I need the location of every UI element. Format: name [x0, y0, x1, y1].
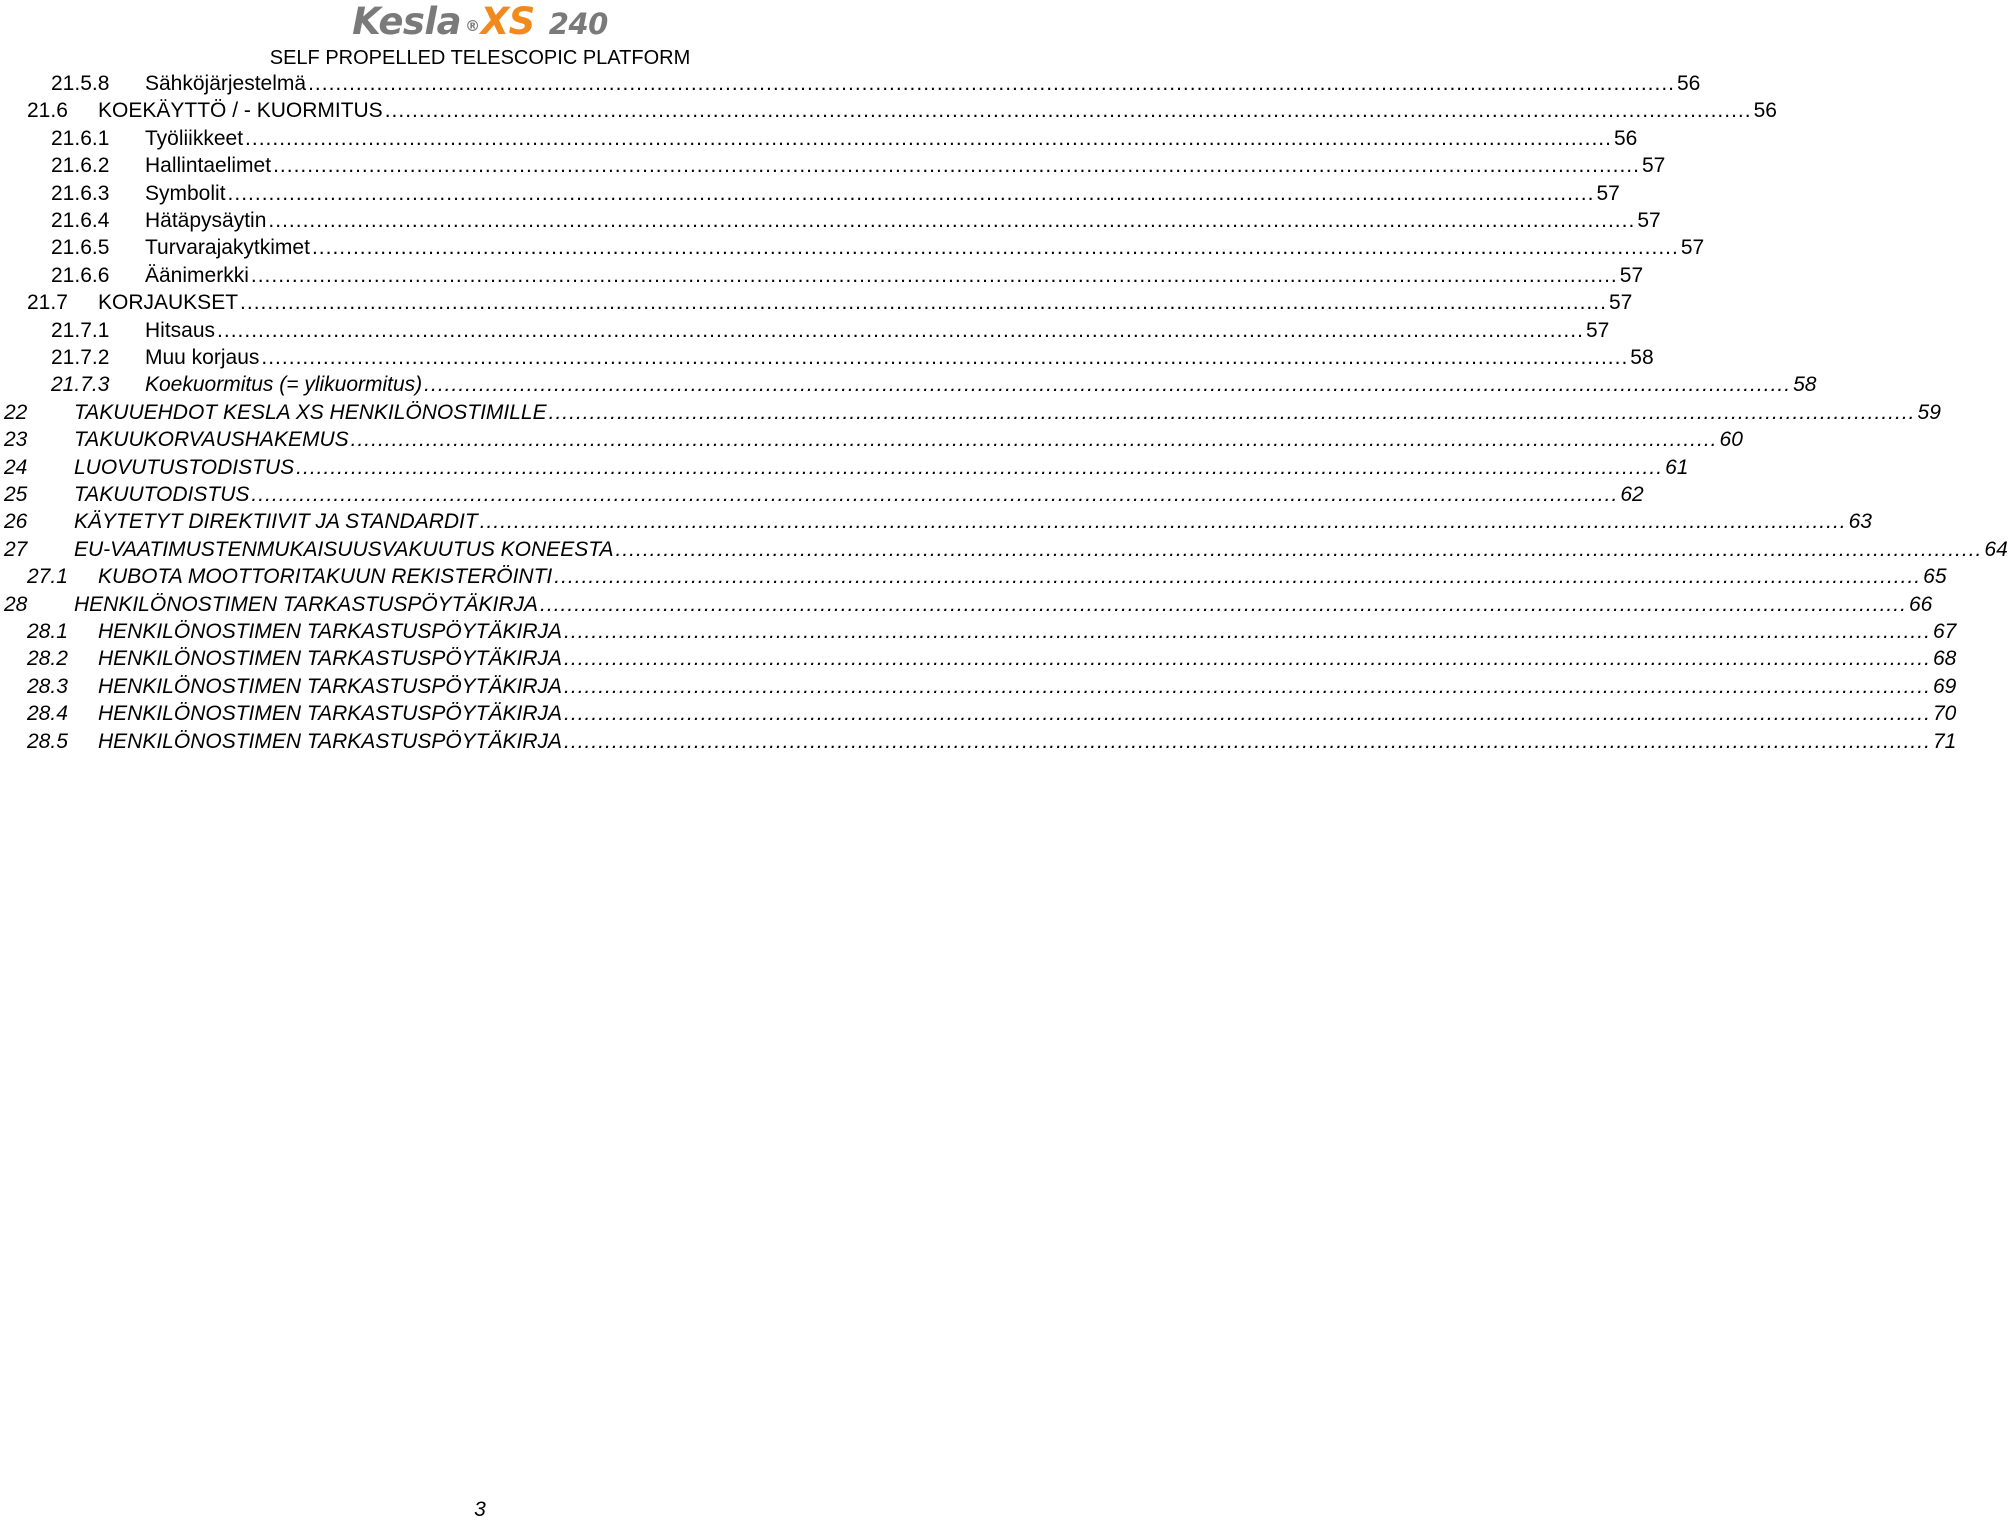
logo-product-text: XS	[480, 0, 535, 43]
toc-entry-title: KORJAUKSET	[98, 291, 239, 315]
toc-entry[interactable]	[0, 97, 1777, 124]
toc-dot-leader: ........................................................................................................................................................................................................	[540, 592, 1907, 616]
toc-entry-page: 68	[1932, 647, 1957, 671]
toc-entry-title: KUBOTA MOOTTORITAKUUN REKISTERÖINTI	[98, 565, 553, 589]
toc-dot-leader: ........................................................................................................................................................................................................	[227, 181, 1595, 205]
toc-entry-title: KOEKÄYTTÖ / - KUORMITUS	[98, 99, 383, 123]
toc-entry-page: 63	[1848, 510, 1872, 534]
toc-entry-title: Muu korjaus	[145, 346, 260, 369]
toc-dot-leader: ........................................................................................................................................................................................................	[240, 291, 1607, 315]
toc-entry-number: 21.7.2	[51, 346, 110, 369]
toc-entry[interactable]	[0, 673, 1957, 700]
toc-entry-title: Hätäpysäytin	[145, 209, 267, 232]
toc-entry[interactable]	[0, 454, 1689, 481]
toc-entry-title: LUOVUTUSTODISTUS	[74, 455, 295, 479]
toc-entry-title: HENKILÖNOSTIMEN TARKASTUSPÖYTÄKIRJA	[98, 620, 563, 643]
toc-entry-number: 27.1	[27, 565, 68, 589]
toc-entry[interactable]	[0, 234, 1705, 261]
toc-dot-leader: ........................................................................................................................................................................................................	[296, 455, 1664, 479]
toc-entry[interactable]	[0, 536, 2008, 563]
toc-entry-page: 69	[1932, 674, 1957, 698]
toc-entry-number: 21.7.3	[51, 373, 110, 397]
toc-dot-leader: ........................................................................................................................................................................................................	[217, 318, 1584, 342]
toc-dot-leader: ........................................................................................................................................................................................................	[261, 346, 1629, 369]
logo-brand-text: Kesla	[352, 0, 462, 43]
toc-dot-leader: ........................................................................................................................................................................................................	[268, 209, 1636, 232]
toc-entry-page: 65	[1923, 565, 1947, 589]
toc-entry[interactable]	[0, 207, 1661, 234]
toc-entry-title: Äänimerkki	[145, 263, 249, 287]
toc-entry-number: 28.1	[27, 620, 68, 643]
toc-dot-leader: ........................................................................................................................................................................................................	[564, 674, 1931, 698]
toc-entry-page: 58	[1630, 346, 1654, 369]
toc-entry-title: TAKUUTODISTUS	[74, 483, 250, 506]
toc-dot-leader: ........................................................................................................................................................................................................	[564, 647, 1931, 671]
toc-entry[interactable]	[0, 317, 1610, 344]
toc-entry-title: HENKILÖNOSTIMEN TARKASTUSPÖYTÄKIRJA	[98, 702, 563, 726]
logo-model-text: 240	[548, 7, 608, 41]
toc-entry[interactable]	[0, 125, 1638, 152]
toc-entry[interactable]	[0, 399, 1941, 426]
toc-entry-page: 71	[1932, 729, 1957, 753]
toc-entry[interactable]	[0, 728, 1957, 755]
toc-entry-number: 28.5	[27, 729, 68, 753]
toc-dot-leader: ........................................................................................................................................................................................................	[384, 99, 1752, 123]
toc-entry-title: EU-VAATIMUSTENMUKAISUUSVAKUUTUS KONEESTA	[74, 537, 614, 561]
toc-entry[interactable]	[0, 508, 1872, 535]
toc-entry-title: Työliikkeet	[145, 126, 244, 150]
toc-entry[interactable]	[0, 481, 1644, 508]
toc-entry-number: 28.3	[27, 674, 68, 698]
toc-entry-page: 57	[1608, 291, 1633, 315]
toc-entry[interactable]	[0, 700, 1957, 727]
toc-entry-number: 21.7	[27, 291, 68, 315]
page-header	[0, 0, 960, 70]
toc-entry-number: 22	[4, 400, 28, 424]
toc-entry-page: 57	[1596, 181, 1620, 205]
toc-entry-title: Hitsaus	[145, 318, 216, 342]
toc-entry-title: Koekuormitus (= ylikuormitus)	[145, 373, 423, 397]
toc-entry-title: Symbolit	[145, 181, 226, 205]
toc-entry-page: 64	[1984, 537, 2008, 561]
toc-entry[interactable]	[0, 262, 1644, 289]
toc-entry[interactable]	[0, 591, 1933, 618]
toc-dot-leader: ........................................................................................................................................................................................................	[554, 565, 1922, 589]
toc-dot-leader: ........................................................................................................................................................................................................	[245, 126, 1612, 150]
toc-entry-title: HENKILÖNOSTIMEN TARKASTUSPÖYTÄKIRJA	[98, 729, 563, 753]
toc-entry-title: TAKUUEHDOT KESLA XS HENKILÖNOSTIMILLE	[74, 400, 547, 424]
toc-dot-leader: ........................................................................................................................................................................................................	[564, 702, 1931, 726]
toc-entry-page: 57	[1585, 318, 1610, 342]
toc-entry-number: 21.6	[27, 99, 68, 123]
toc-entry-number: 28.4	[27, 702, 68, 726]
kesla-xs-logo	[0, 2, 960, 44]
toc-entry-number: 21.6.6	[51, 263, 110, 287]
toc-entry-title: HENKILÖNOSTIMEN TARKASTUSPÖYTÄKIRJA	[74, 592, 539, 616]
toc-dot-leader: ........................................................................................................................................................................................................	[424, 373, 1792, 397]
toc-entry-page: 57	[1641, 154, 1666, 178]
registered-mark: ®	[465, 17, 480, 35]
toc-entry-number: 28	[4, 592, 28, 616]
toc-dot-leader: ........................................................................................................................................................................................................	[311, 236, 1679, 260]
toc-entry-number: 21.6.2	[51, 154, 110, 178]
toc-entry-number: 23	[4, 428, 28, 452]
toc-entry[interactable]	[0, 426, 1743, 453]
toc-dot-leader: ........................................................................................................................................................................................................	[479, 510, 1847, 534]
toc-dot-leader: ........................................................................................................................................................................................................	[564, 620, 1931, 643]
toc-dot-leader: ........................................................................................................................................................................................................	[308, 72, 1675, 95]
toc-entry[interactable]	[0, 70, 1701, 97]
toc-entry-number: 24	[4, 455, 28, 479]
toc-entry-number: 21.7.1	[51, 318, 110, 342]
toc-entry-number: 21.5.8	[51, 72, 110, 95]
toc-entry-number: 21.6.5	[51, 236, 110, 260]
toc-entry-number: 28.2	[27, 647, 68, 671]
toc-dot-leader: ........................................................................................................................................................................................................	[548, 400, 1916, 424]
toc-entry-title: HENKILÖNOSTIMEN TARKASTUSPÖYTÄKIRJA	[98, 674, 563, 698]
toc-entry-title: Sähköjärjestelmä	[145, 72, 307, 95]
toc-entry[interactable]	[0, 344, 1654, 371]
toc-entry-page: 57	[1680, 236, 1705, 260]
toc-entry[interactable]	[0, 371, 1817, 398]
toc-entry-number: 21.6.1	[51, 126, 110, 150]
toc-entry[interactable]	[0, 645, 1957, 672]
toc-dot-leader: ........................................................................................................................................................................................................	[250, 263, 1618, 287]
toc-entry-page: 56	[1677, 72, 1701, 95]
toc-entry-number: 21.6.3	[51, 181, 110, 205]
toc-entry-title: KÄYTETYT DIREKTIIVIT JA STANDARDIT	[74, 510, 478, 534]
toc-entry-title: Hallintaelimet	[145, 154, 272, 178]
toc-entry-page: 57	[1637, 209, 1661, 232]
toc-entry[interactable]	[0, 289, 1633, 316]
toc-entry[interactable]	[0, 152, 1666, 179]
toc-entry-title: HENKILÖNOSTIMEN TARKASTUSPÖYTÄKIRJA	[98, 647, 563, 671]
toc-entry-number: 21.6.4	[51, 209, 110, 232]
toc-entry-number: 27	[4, 537, 28, 561]
toc-entry-number: 25	[4, 483, 28, 506]
toc-entry-page: 67	[1932, 620, 1957, 643]
toc-entry[interactable]	[0, 563, 1947, 590]
toc-dot-leader: ........................................................................................................................................................................................................	[615, 537, 1983, 561]
toc-entry-page: 59	[1917, 400, 1941, 424]
toc-entry[interactable]	[0, 618, 1957, 645]
toc-entry-page: 61	[1665, 455, 1689, 479]
toc-dot-leader: ........................................................................................................................................................................................................	[564, 729, 1931, 753]
toc-entry-page: 70	[1932, 702, 1957, 726]
toc-entry-page: 62	[1620, 483, 1644, 506]
toc-entry-page: 56	[1613, 126, 1638, 150]
toc-entry-number: 26	[4, 510, 28, 534]
toc-entry-page: 56	[1753, 99, 1777, 123]
toc-entry-page: 58	[1793, 373, 1817, 397]
toc-dot-leader: ........................................................................................................................................................................................................	[350, 428, 1718, 452]
toc-entry[interactable]	[0, 180, 1620, 207]
toc-dot-leader: ........................................................................................................................................................................................................	[251, 483, 1619, 506]
toc-entry-page: 60	[1719, 428, 1743, 452]
toc-entry-page: 66	[1908, 592, 1933, 616]
toc-dot-leader: ........................................................................................................................................................................................................	[273, 154, 1640, 178]
toc-entry-title: TAKUUKORVAUSHAKEMUS	[74, 428, 349, 452]
page-number: 3	[474, 1498, 486, 1521]
toc-entry-title: Turvarajakytkimet	[145, 236, 310, 260]
toc-entry-page: 57	[1619, 263, 1644, 287]
document-subtitle: SELF PROPELLED TELESCOPIC PLATFORM	[269, 47, 691, 69]
